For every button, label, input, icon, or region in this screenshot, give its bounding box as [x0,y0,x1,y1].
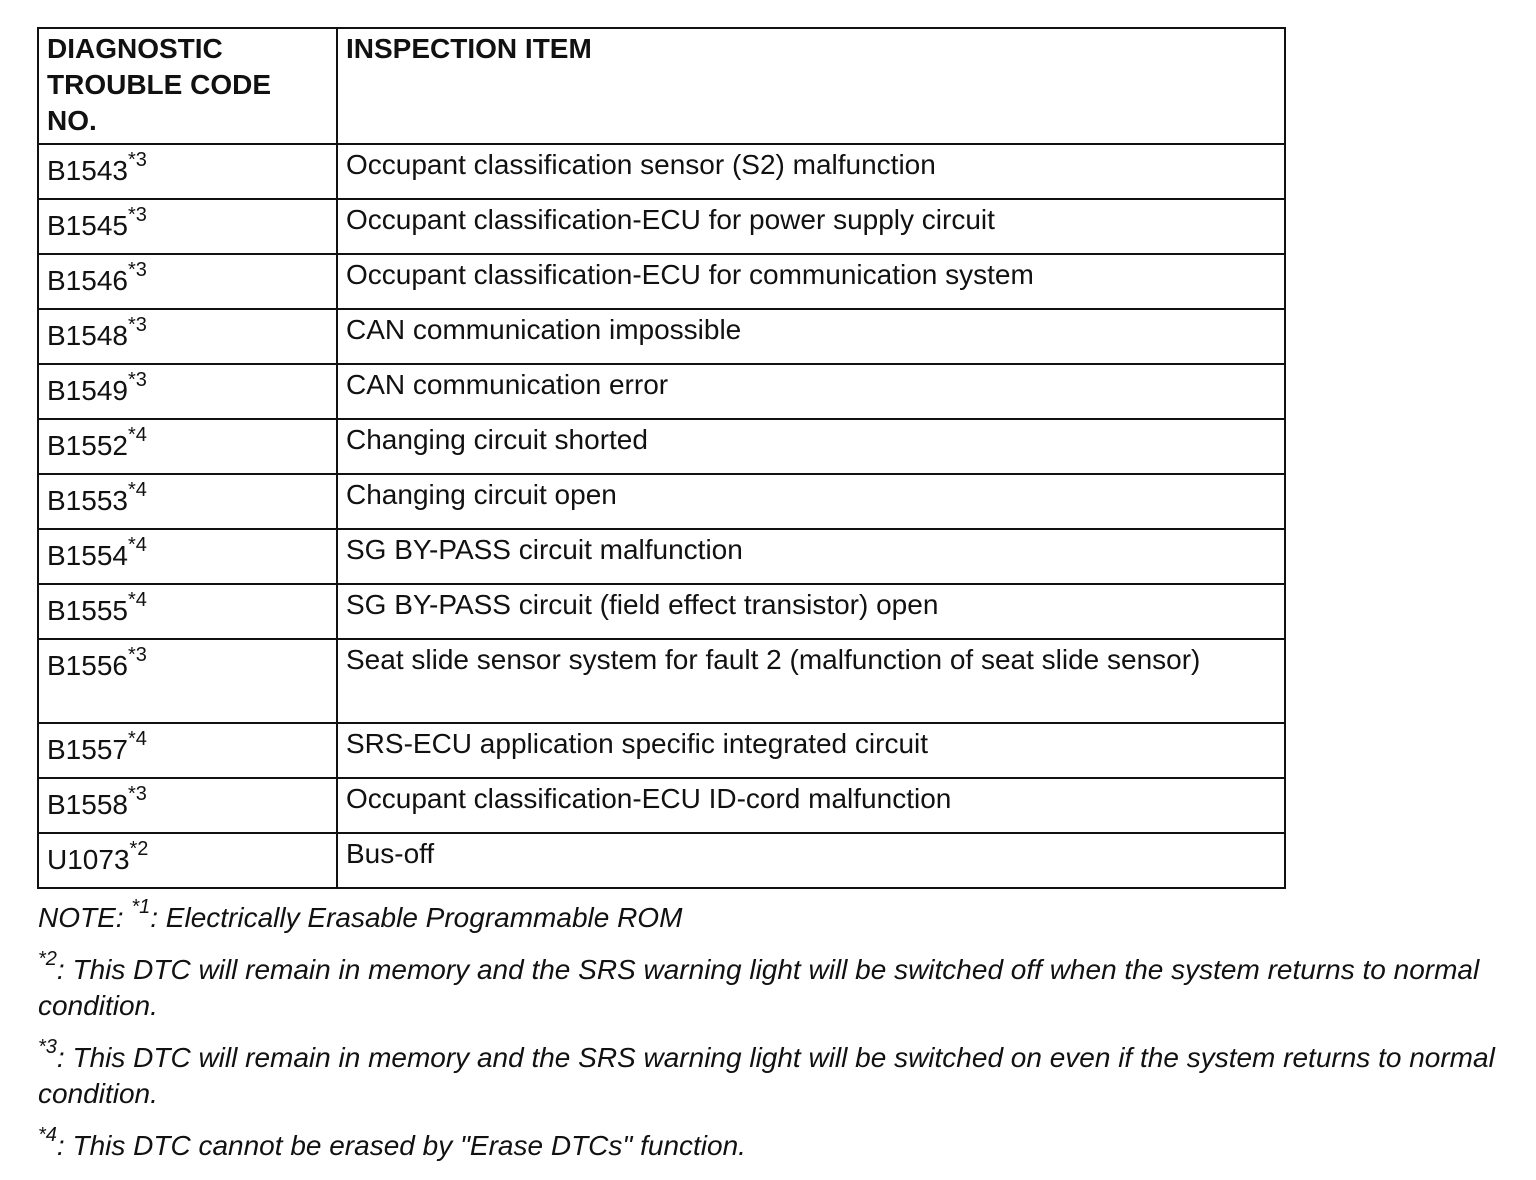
inspection-item: CAN communication error [337,364,1285,419]
note-text: : This DTC will remain in memory and the SRS warning light will be switched on even if the system returns to normal condition. [38,1042,1495,1109]
table-row [38,529,1285,584]
dtc-code: B1557 [47,734,128,765]
footnote-mark: *3 [127,313,147,336]
footnote-mark: *4 [127,588,147,611]
inspection-item: SG BY-PASS circuit malfunction [337,529,1285,584]
dtc-code: B1558 [47,789,128,820]
note-mark: *3 [38,1035,57,1058]
note-mark: *4 [38,1123,57,1146]
dtc-code-cell [38,254,337,309]
footnote-mark: *3 [127,368,147,391]
inspection-item: SRS-ECU application specific integrated circuit [337,723,1285,778]
notes-section [38,895,1518,1180]
inspection-item: Occupant classification-ECU for power supply circuit [337,199,1285,254]
dtc-code: B1546 [47,265,128,296]
dtc-code: B1553 [47,485,128,516]
inspection-item: Changing circuit shorted [337,419,1285,474]
note-text: : This DTC will remain in memory and the SRS warning light will be switched off when the system returns to normal condition. [38,954,1480,1021]
table-row [38,419,1285,474]
dtc-code-cell [38,584,337,639]
table-row [38,584,1285,639]
footnote-mark: *3 [127,643,147,666]
inspection-item: SG BY-PASS circuit (field effect transistor) open [337,584,1285,639]
dtc-code: B1543 [47,155,128,186]
footnote-mark: *4 [127,478,147,501]
dtc-code-cell [38,639,337,723]
header-item: INSPECTION ITEM [337,28,1285,144]
footnote-mark: *3 [127,203,147,226]
dtc-code-cell [38,199,337,254]
dtc-code-cell [38,419,337,474]
inspection-item: Bus-off [337,833,1285,888]
table-row [38,144,1285,199]
inspection-item: Changing circuit open [337,474,1285,529]
dtc-code-cell [38,364,337,419]
note-prefix: NOTE: [38,902,132,933]
note-text: : This DTC cannot be erased by "Erase DTCs" function. [56,1130,746,1161]
dtc-code-cell [38,778,337,833]
note-4 [38,1123,1518,1164]
inspection-item: Occupant classification sensor (S2) malfunction [337,144,1285,199]
inspection-item: CAN communication impossible [337,309,1285,364]
dtc-code: B1549 [47,375,128,406]
table-row [38,309,1285,364]
footnote-mark: *2 [129,837,149,860]
footnote-mark: *4 [127,727,147,750]
note-mark: *2 [38,947,57,970]
note-2 [38,947,1518,1024]
note-text: : Electrically Erasable Programmable ROM [150,902,683,933]
dtc-code: U1073 [47,844,130,875]
table-row [38,723,1285,778]
header-code: DIAGNOSTIC TROUBLE CODE NO. [38,28,337,144]
inspection-item: Seat slide sensor system for fault 2 (malfunction of seat slide sensor) [337,639,1285,723]
table-header-row [38,28,1285,144]
table-row [38,778,1285,833]
footnote-mark: *4 [127,423,147,446]
footnote-mark: *3 [127,258,147,281]
dtc-code-cell [38,474,337,529]
note-1 [38,895,1518,936]
dtc-table [37,27,1286,889]
footnote-mark: *3 [127,782,147,805]
table-row [38,364,1285,419]
dtc-code: B1548 [47,320,128,351]
inspection-item: Occupant classification-ECU ID-cord malfunction [337,778,1285,833]
table-row [38,639,1285,723]
dtc-code: B1556 [47,650,128,681]
dtc-code: B1554 [47,540,128,571]
dtc-code-cell [38,309,337,364]
footnote-mark: *4 [127,533,147,556]
note-3 [38,1035,1518,1112]
table-row [38,833,1285,888]
dtc-code: B1552 [47,430,128,461]
dtc-code-cell [38,723,337,778]
inspection-item: Occupant classification-ECU for communication system [337,254,1285,309]
dtc-code-cell [38,833,337,888]
footnote-mark: *3 [127,148,147,171]
table-row [38,254,1285,309]
dtc-code: B1555 [47,595,128,626]
dtc-code: B1545 [47,210,128,241]
table-row [38,199,1285,254]
note-mark: *1 [131,895,151,918]
table-row [38,474,1285,529]
dtc-code-cell [38,144,337,199]
dtc-code-cell [38,529,337,584]
